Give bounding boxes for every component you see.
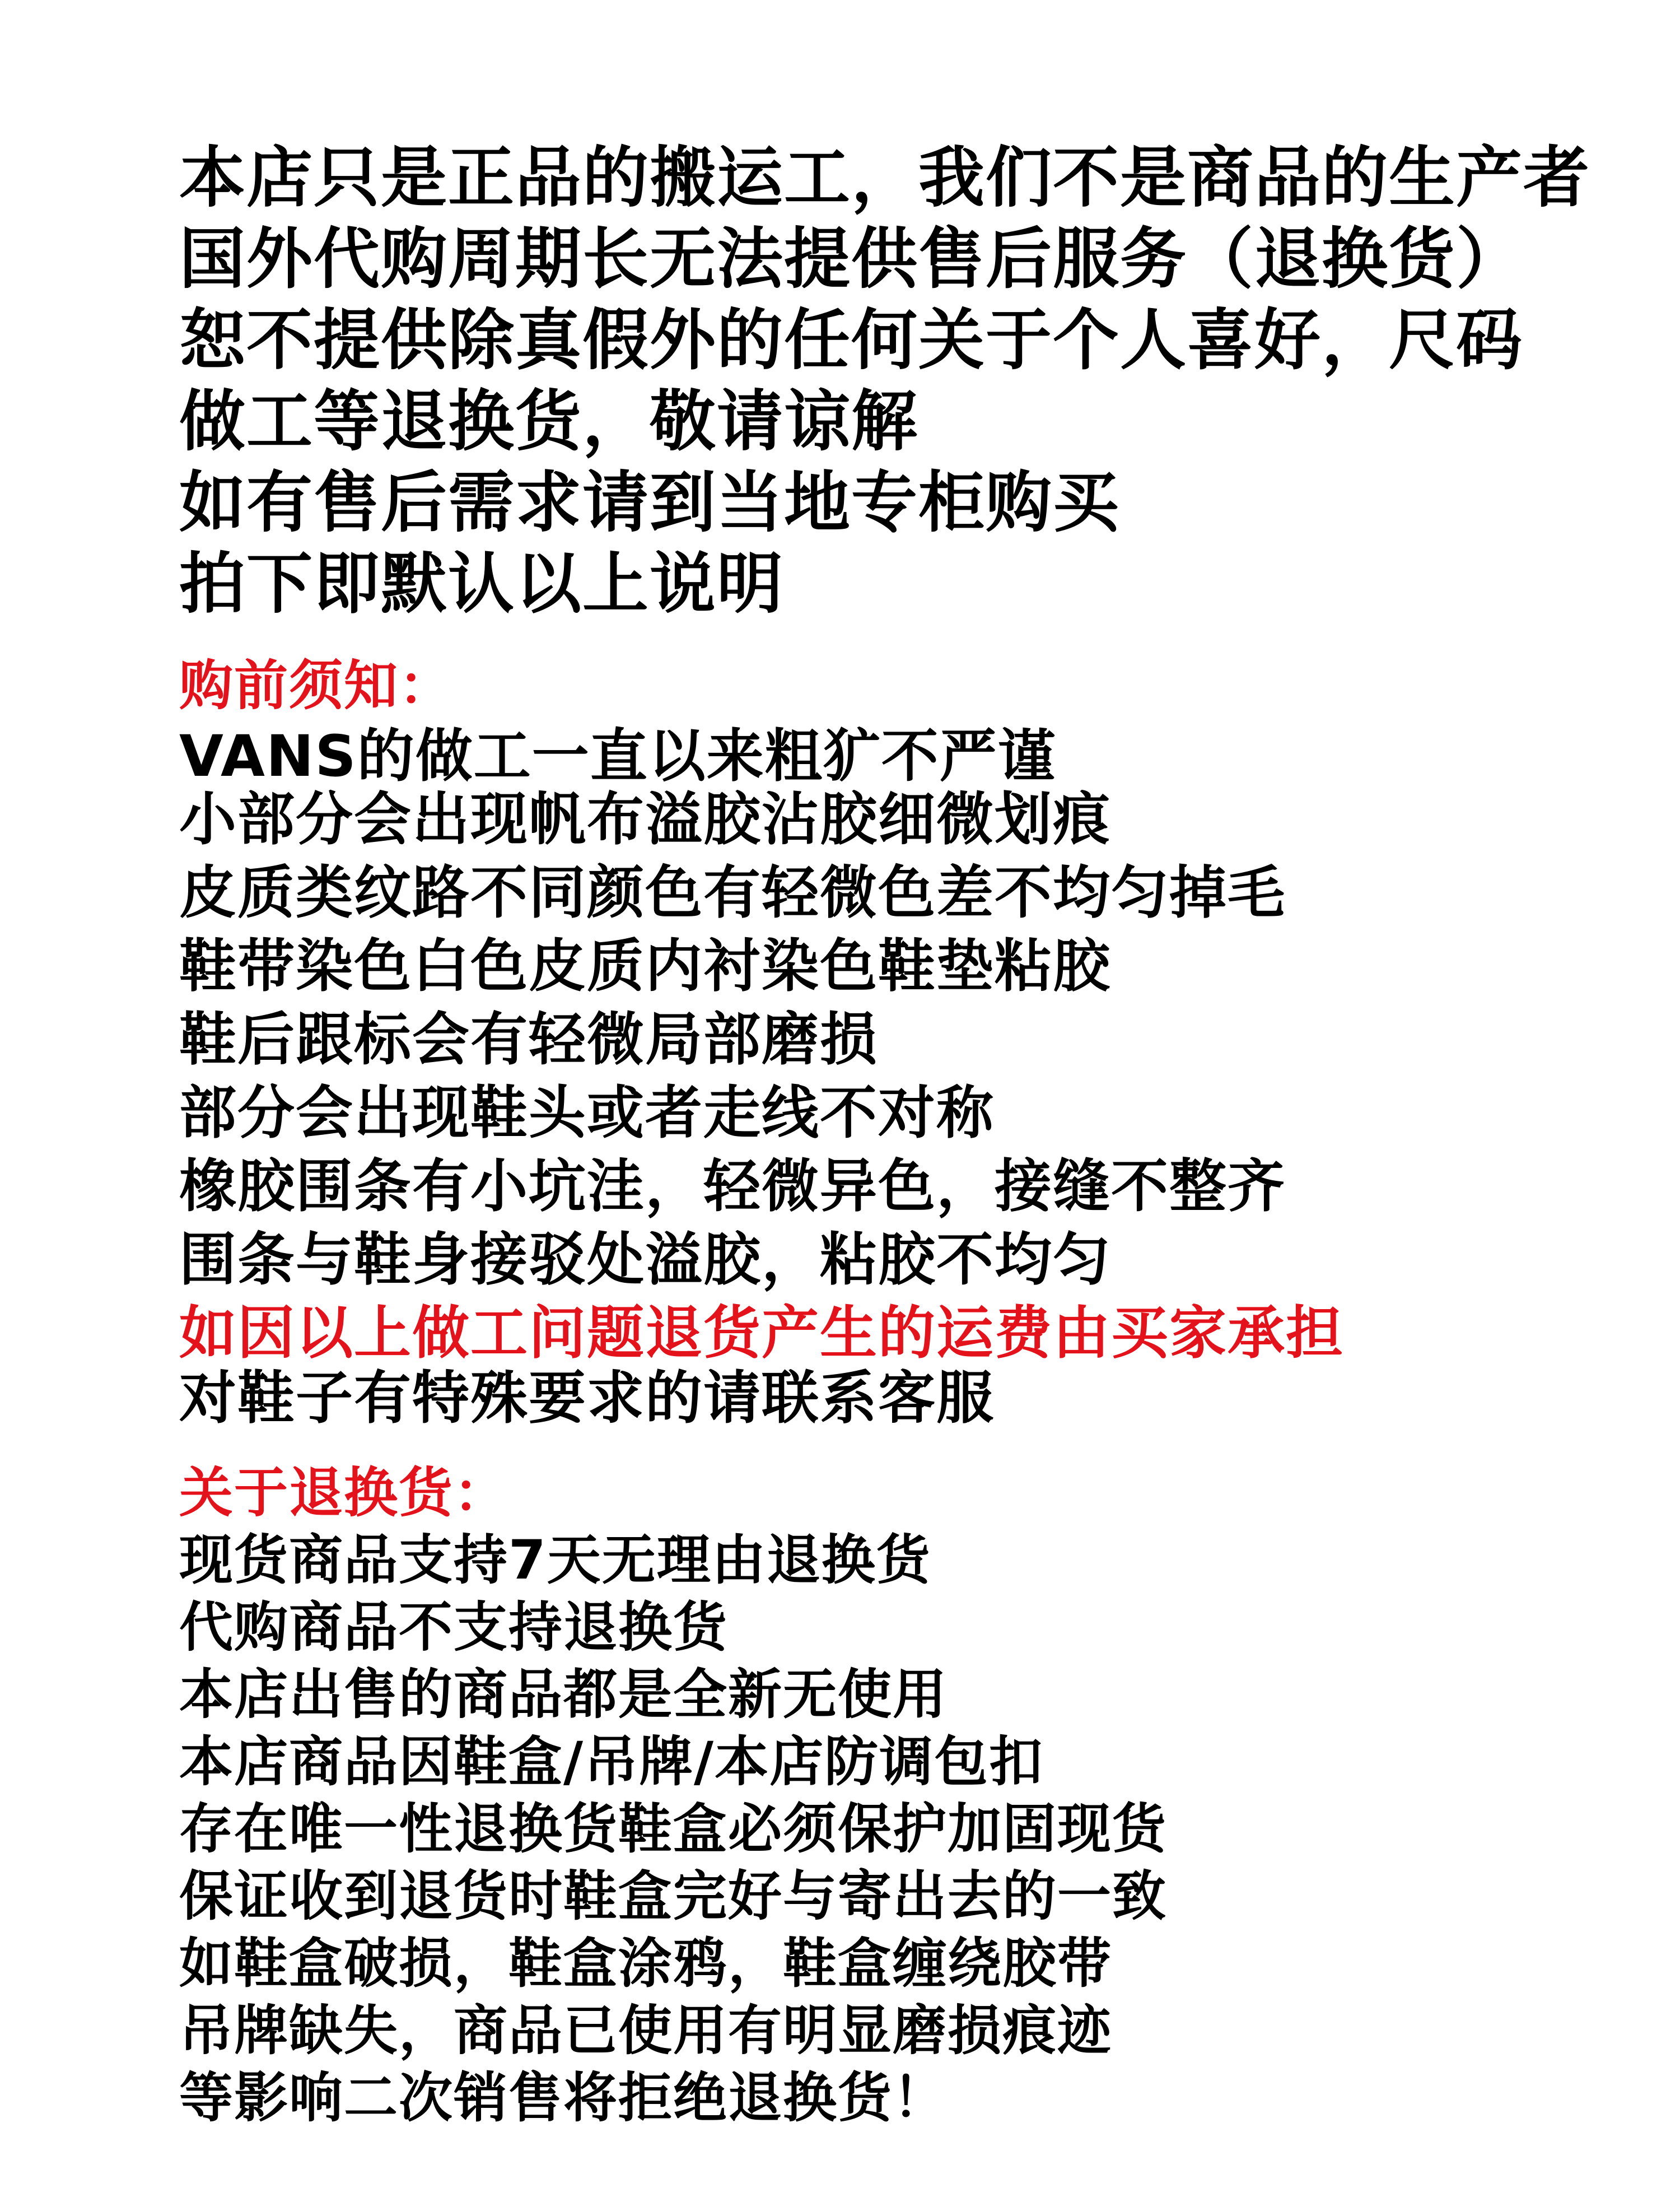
notice-line: 围条与鞋身接驳处溢胶，粘胶不均匀 [179,1227,1111,1293]
notice-line: 鞋后跟标会有轻微局部磨损 [179,1007,878,1073]
intro-line: 本店只是正品的搬运工，我们不是商品的生产者 [179,139,1591,216]
intro-line: 做工等退换货，敬请谅解 [179,383,919,460]
returns-line: 如鞋盒破损，鞋盒涂鸦，鞋盒缠绕胶带 [179,1932,1112,1995]
notice-line: 鞋带染色白色皮质内衬染色鞋垫粘胶 [179,933,1111,1000]
notice-highlight: 如因以上做工问题退货产生的运费由买家承担 [179,1300,1344,1367]
notice-contact: 对鞋子有特殊要求的请联系客服 [179,1365,995,1432]
returns-line: 现货商品支持7天无理由退换货 [179,1529,931,1591]
returns-line: 本店出售的商品都是全新无使用 [179,1663,948,1726]
notice-line: 部分会出现鞋头或者走线不对称 [179,1080,995,1147]
returns-heading: 关于退换货： [179,1461,508,1524]
notice-line: VANS的做工一直以来粗犷不严谨 [179,723,1056,790]
returns-line: 存在唯一性退换货鞋盒必须保护加固现货 [179,1798,1167,1860]
returns-line: 吊牌缺失，商品已使用有明显磨损痕迹 [179,1999,1112,2062]
notice-heading: 购前须知： [179,654,454,717]
notice-line: 小部分会出现帆布溢胶沾胶细微划痕 [179,786,1111,853]
notice-line: 橡胶围条有小坑洼，轻微异色，接缝不整齐 [179,1153,1286,1220]
intro-line: 恕不提供除真假外的任何关于个人喜好，尺码 [179,301,1524,379]
returns-line: 等影响二次销售将拒绝退换货！ [179,2066,948,2129]
intro-line: 拍下即默认以上说明 [179,545,785,622]
intro-line: 如有售后需求请到当地专柜购买 [179,464,1121,541]
notice-line: 皮质类纹路不同颜色有轻微色差不均匀掉毛 [179,860,1286,927]
intro-line: 国外代购周期长无法提供售后服务（退换货） [179,220,1524,297]
returns-line: 本店商品因鞋盒/吊牌/本店防调包扣 [179,1730,1044,1793]
returns-line: 保证收到退货时鞋盒完好与寄出去的一致 [179,1865,1167,1928]
returns-line: 代购商品不支持退换货 [179,1596,728,1659]
